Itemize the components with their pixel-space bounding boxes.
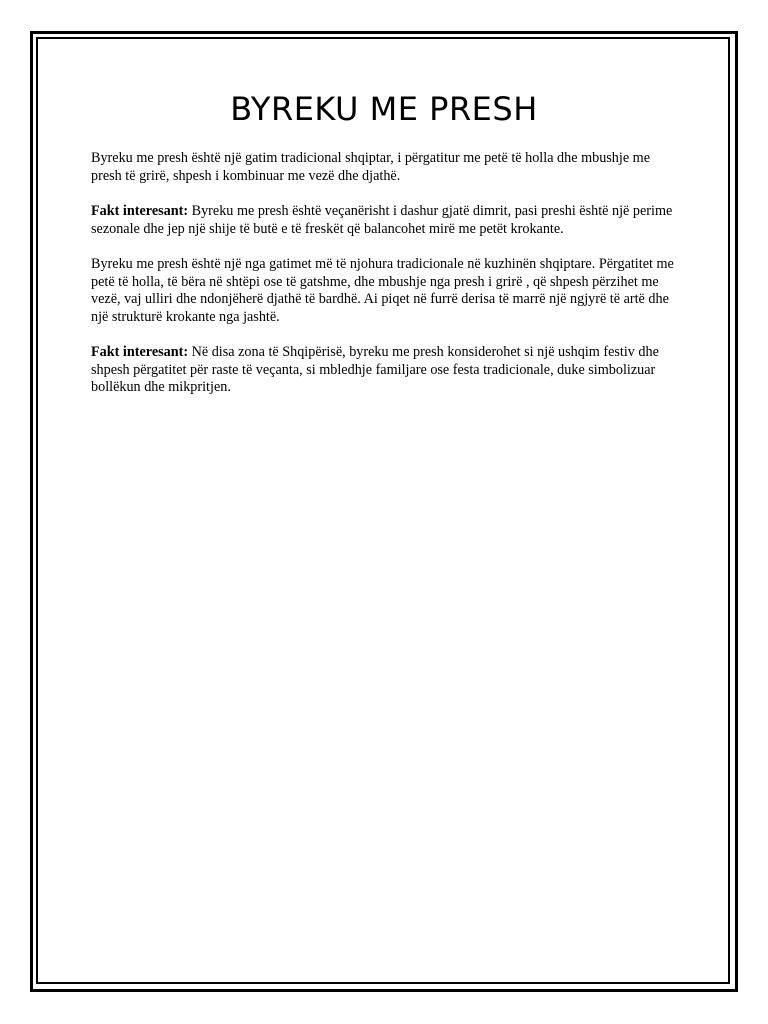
paragraph-fact-2 xyxy=(91,344,677,397)
document-content xyxy=(91,90,677,415)
paragraph-description-text: Byreku me presh është një nga gatimet më të njohura tradicionale në kuzhinën shqiptare. Përgatitet me petë të holla, të bëra në shtëpi ose të gatshme, dhe mbushje nga presh i grirë , që shpesh përzihet me vezë, vaj ulliri dhe ndonjëherë djathë të bardhë. Ai piqet në furrë derisa të marrë një ngjyrë të artë dhe një strukturë krokante nga jashtë. xyxy=(91,256,674,325)
paragraph-fact-1-text: Byreku me presh është veçanërisht i dashur gjatë dimrit, pasi preshi është një perime sezonale dhe jep një shije të butë e të freskët që balancohet mirë me petët krokante. xyxy=(91,203,673,237)
paragraph-fact-2-text: Në disa zona të Shqipërisë, byreku me presh konsiderohet si një ushqim festiv dhe shpesh përgatitet për raste të veçanta, si mbledhje familjare ose festa tradicionale, duke simbolizuar bollëkun dhe mikpritjen. xyxy=(91,344,659,395)
paragraph-intro-text: Byreku me presh është një gatim tradicional shqiptar, i përgatitur me petë të holla dhe mbushje me presh të grirë, shpesh i kombinuar me vezë dhe djathë. xyxy=(91,150,651,184)
paragraph-fact-1 xyxy=(91,203,677,238)
document-title: BYREKU ME PRESH xyxy=(230,90,538,128)
fact-label: Fakt interesant: xyxy=(91,203,189,219)
paragraph-description xyxy=(91,256,677,326)
paragraph-intro xyxy=(91,150,677,185)
fact-label: Fakt interesant: xyxy=(91,344,189,360)
